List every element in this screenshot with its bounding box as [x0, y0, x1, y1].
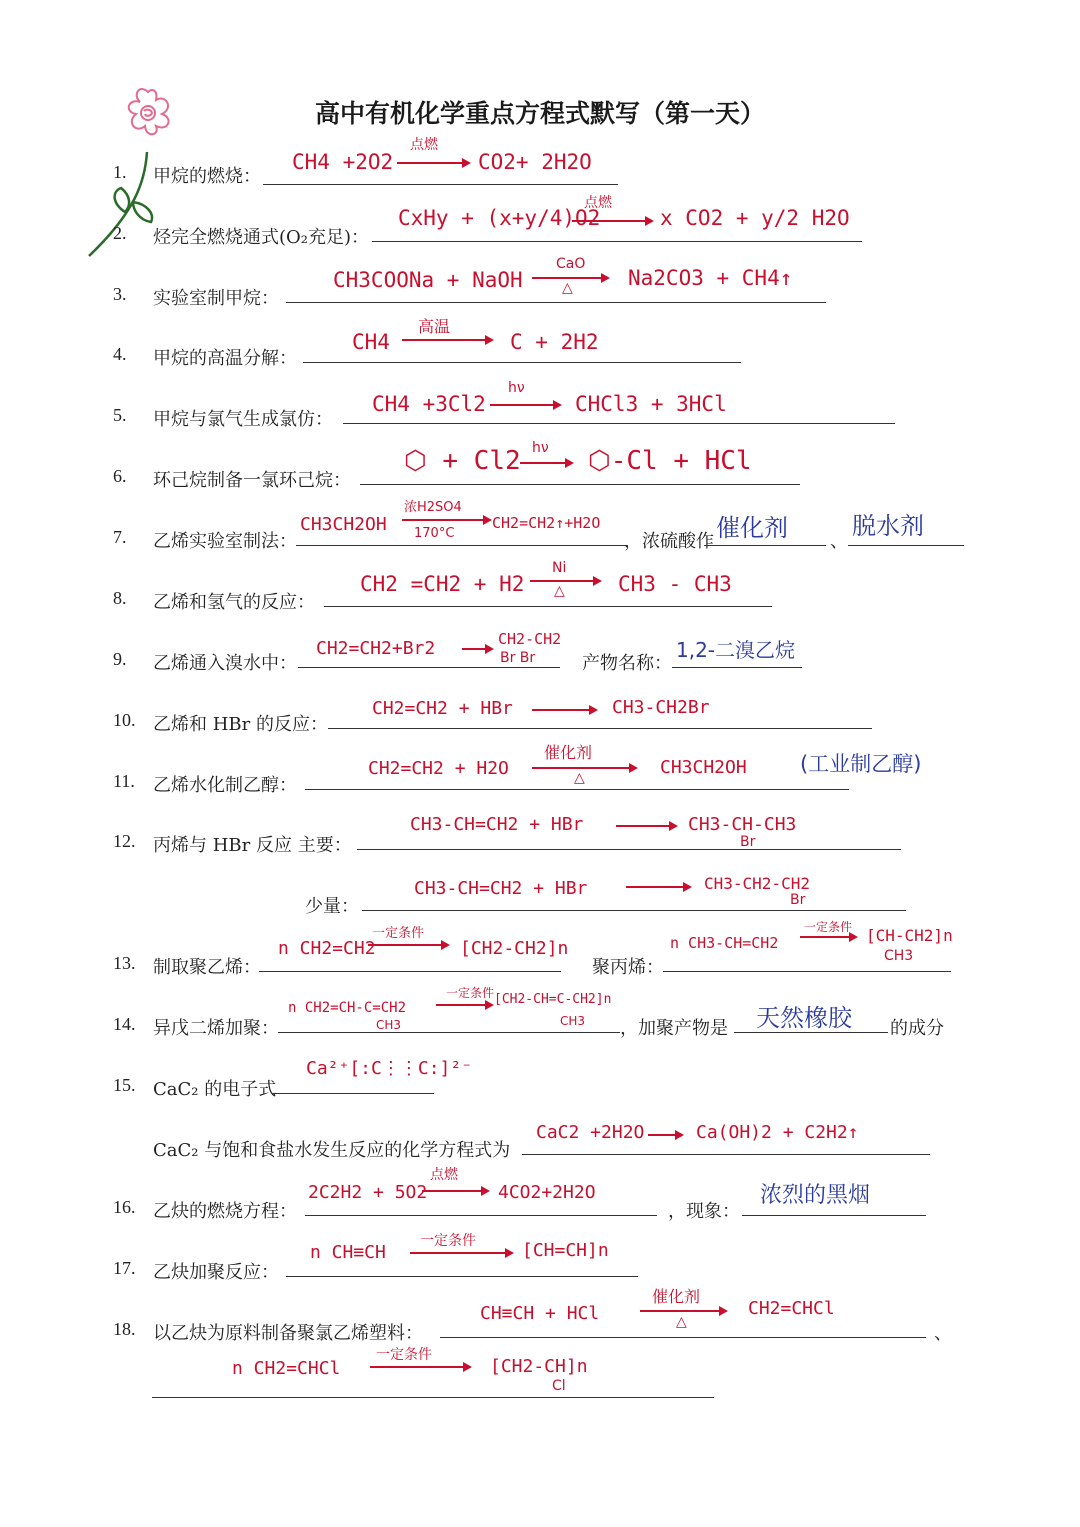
answer-line — [663, 971, 951, 972]
answer-blank: 催化剂 — [716, 514, 788, 542]
answer-line — [848, 545, 964, 546]
question-prompt: 乙炔加聚反应： — [153, 1262, 279, 1283]
answer-blank: 天然橡胶 — [756, 1004, 852, 1032]
answer-line — [362, 910, 906, 911]
answer-line — [672, 667, 802, 668]
reaction-arrow-icon — [422, 1190, 488, 1192]
reaction-condition: 一定条件 — [372, 926, 425, 941]
answer-product: Na2CO3 + CH4↑ — [628, 266, 793, 290]
reaction-arrow-icon — [402, 519, 490, 521]
answer-line — [278, 1032, 620, 1033]
answer-product: ⬡-Cl + HCl — [588, 446, 752, 476]
reaction-condition: Ni — [552, 560, 567, 576]
question-prompt: 乙烯和氢气的反应： — [153, 592, 315, 613]
answer-product: Ca(OH)2 + C2H2↑ — [696, 1122, 859, 1143]
answer-text: CH2 =CH2 + H2 — [360, 572, 525, 596]
question-midtext: ，现象： — [668, 1201, 740, 1222]
question-number: 13. — [113, 953, 136, 973]
answer-blank: 脱水剂 — [852, 512, 924, 540]
answer-text: Ca²⁺[:C⋮⋮C:]²⁻ — [306, 1058, 473, 1079]
reaction-arrow-icon — [800, 936, 856, 938]
question-prompt: 烃完全燃烧通式(O₂充足)： — [153, 227, 370, 248]
answer-product: CH3-CH-CH3 — [688, 814, 797, 835]
answer-line — [343, 423, 895, 424]
question-number: 4. — [113, 344, 127, 364]
reaction-heat: △ — [574, 770, 585, 786]
reaction-condition: 浓H2SO4 — [404, 500, 462, 515]
reaction-arrow-icon — [532, 767, 636, 769]
answer-substituent: CH3 — [560, 1014, 586, 1028]
question-prompt: CaC₂ 的电子式 — [153, 1079, 277, 1100]
reaction-condition: hν — [532, 440, 549, 456]
answer-product: CH3CH2OH — [660, 757, 747, 778]
reaction-condition: 高温 — [418, 317, 451, 336]
answer-text: CH3COONa + NaOH — [333, 268, 523, 292]
answer-line — [357, 849, 901, 850]
answer-product: CH3-CH2-CH2 — [704, 874, 810, 893]
answer-product: CH2=CHCl — [748, 1298, 835, 1319]
reaction-arrow-icon — [532, 277, 608, 279]
answer-product: CH2=CH2↑+H2O — [492, 514, 601, 532]
answer-text: ⬡ + Cl2 — [404, 446, 521, 476]
answer-text: n CH2=CH2 — [278, 938, 376, 959]
answer-product: CHCl3 + 3HCl — [575, 392, 727, 416]
reaction-arrow-icon — [397, 162, 469, 164]
page-title: 高中有机化学重点方程式默写（第一天） — [314, 99, 765, 128]
answer-product: CO2+ 2H2O — [478, 150, 592, 174]
reaction-heat: △ — [554, 583, 565, 599]
answer-note: (工业制乙醇) — [800, 752, 922, 776]
answer-blank: 1,2-二溴乙烷 — [676, 638, 796, 662]
answer-line — [298, 667, 560, 668]
question-number: 17. — [113, 1258, 136, 1278]
reaction-arrow-icon — [648, 1134, 682, 1136]
question-number: 14. — [113, 1014, 136, 1034]
answer-text: CH2=CH2 + H2O — [368, 758, 509, 779]
reaction-condition: CaO — [556, 256, 586, 272]
reaction-arrow-icon — [490, 404, 560, 406]
reaction-condition: 一定条件 — [420, 1233, 476, 1249]
answer-text: CH≡CH + HCl — [480, 1303, 600, 1324]
reaction-condition: 一定条件 — [446, 986, 495, 1000]
answer-product: [CH2-CH=C-CH2]n — [494, 992, 612, 1007]
answer-line — [360, 484, 800, 485]
question-number: 15. — [113, 1075, 136, 1095]
answer-line — [440, 1337, 926, 1338]
question-midtext: ，浓硫酸作 — [624, 531, 714, 552]
answer-text: n CH2=CHCl — [232, 1358, 341, 1379]
question-tail: 的成分 — [890, 1018, 944, 1039]
answer-text: n CH≡CH — [310, 1242, 386, 1263]
question-prompt: CaC₂ 与饱和食盐水发生反应的化学方程式为 — [153, 1140, 511, 1161]
question-number: 1. — [113, 162, 127, 182]
answer-product: CH2-CH2 — [498, 630, 562, 648]
reaction-condition: 一定条件 — [376, 1347, 432, 1363]
answer-line — [742, 1215, 926, 1216]
question-number: 2. — [113, 223, 127, 243]
question-number: 10. — [113, 710, 136, 730]
question-prompt: 环己烷制备一氯环己烷： — [153, 470, 351, 491]
reaction-arrow-icon — [532, 709, 596, 711]
answer-substituent: Br Br — [500, 650, 536, 666]
question-prompt: 以乙炔为原料制备聚氯乙烯塑料： — [153, 1323, 423, 1344]
question-number: 6. — [113, 466, 127, 486]
question-number: 12. — [113, 831, 136, 851]
answer-line — [305, 1215, 657, 1216]
question-midtext: 聚丙烯： — [592, 957, 664, 978]
reaction-arrow-icon — [640, 1310, 726, 1312]
answer-text: CH2=CH2 + HBr — [372, 698, 513, 719]
question-prompt: 乙炔的燃烧方程： — [153, 1201, 297, 1222]
reaction-arrow-icon — [530, 580, 600, 582]
answer-text: CH3-CH=CH2 + HBr — [414, 878, 588, 899]
answer-line — [259, 971, 561, 972]
answer-product: [CH2-CH]n — [490, 1356, 588, 1377]
answer-blank: 浓烈的黑烟 — [760, 1183, 871, 1208]
question-number: 11. — [113, 771, 135, 791]
question-prompt: 甲烷的高温分解： — [153, 348, 297, 369]
answer-substituent: CH3 — [884, 948, 914, 964]
reaction-condition: 点燃 — [410, 137, 438, 153]
answer-line — [372, 241, 862, 242]
reaction-arrow-icon — [410, 1252, 512, 1254]
reaction-condition: 催化剂 — [544, 743, 593, 762]
answer-text: CH4 +2O2 — [292, 150, 394, 174]
question-prompt: 乙烯水化制乙醇： — [153, 775, 297, 796]
reaction-condition: 点燃 — [430, 1167, 458, 1183]
question-prompt: 甲烷的燃烧： — [153, 166, 261, 187]
answer-line — [272, 1093, 434, 1094]
question-prompt: 乙烯通入溴水中： — [153, 653, 297, 674]
answer-product: CH3 - CH3 — [618, 572, 732, 596]
answer-text: CxHy + (x+y/4)O2 — [398, 206, 601, 230]
question-prompt: 制取聚乙烯： — [153, 957, 261, 978]
question-tail: 、 — [934, 1323, 952, 1344]
question-prompt: 异戊二烯加聚： — [153, 1018, 279, 1039]
answer-product: [CH-CH2]n — [866, 926, 953, 945]
reaction-heat: △ — [562, 280, 573, 296]
reaction-arrow-icon — [572, 220, 652, 222]
reaction-arrow-icon — [520, 462, 572, 464]
separator: 、 — [830, 531, 848, 552]
reaction-condition: 催化剂 — [652, 1287, 701, 1306]
question-prompt: 丙烯与 HBr 反应 主要： — [153, 835, 352, 856]
answer-text: 2C2H2 + 5O2 — [308, 1182, 428, 1203]
question-number: 18. — [113, 1319, 136, 1339]
answer-product: C + 2H2 — [510, 330, 599, 354]
answer-line — [328, 728, 872, 729]
question-midtext: ，加聚产物是 — [620, 1018, 728, 1039]
answer-substituent: Br — [740, 834, 756, 850]
answer-line — [296, 545, 626, 546]
question-prompt: 乙烯实验室制法： — [153, 531, 297, 552]
question-number: 5. — [113, 405, 127, 425]
answer-product: CH3-CH2Br — [612, 697, 710, 718]
answer-line — [286, 1276, 638, 1277]
question-number: 8. — [113, 588, 127, 608]
answer-line — [286, 302, 826, 303]
reaction-temperature: 170°C — [414, 526, 455, 541]
answer-product: [CH2-CH2]n — [460, 938, 569, 959]
answer-product: [CH=CH]n — [522, 1240, 609, 1261]
question-number: 16. — [113, 1197, 136, 1217]
reaction-arrow-icon — [402, 339, 492, 341]
answer-line — [704, 545, 826, 546]
answer-substituent: CH3 — [376, 1018, 402, 1032]
answer-product: x CO2 + y/2 H2O — [660, 206, 850, 230]
answer-line — [305, 789, 849, 790]
answer-line — [522, 1154, 930, 1155]
reaction-condition: hν — [508, 380, 525, 396]
reaction-arrow-icon — [370, 1366, 470, 1368]
question-prompt: 少量： — [305, 896, 359, 917]
answer-line — [152, 1397, 714, 1398]
reaction-arrow-icon — [368, 944, 448, 946]
answer-text: n CH2=CH-C=CH2 — [288, 1000, 407, 1016]
answer-text: CH3CH2OH — [300, 514, 387, 535]
reaction-heat: △ — [676, 1314, 687, 1330]
question-prompt: 实验室制甲烷： — [153, 288, 279, 309]
reaction-arrow-icon — [626, 886, 690, 888]
answer-line — [324, 606, 772, 607]
answer-blank: n CH3-CH=CH2 — [670, 934, 779, 952]
answer-line — [303, 362, 741, 363]
reaction-arrow-icon — [616, 825, 676, 827]
answer-text: CH4 +3Cl2 — [372, 392, 486, 416]
answer-text: CaC2 +2H2O — [536, 1122, 645, 1143]
reaction-arrow-icon — [462, 648, 492, 650]
question-prompt: 乙烯和 HBr 的反应： — [153, 714, 328, 735]
answer-text: CH3-CH=CH2 + HBr — [410, 814, 584, 835]
answer-substituent: Br — [790, 892, 806, 908]
reaction-condition: 点燃 — [584, 195, 612, 211]
answer-line — [263, 184, 618, 185]
reaction-arrow-icon — [436, 1004, 492, 1006]
answer-text: CH4 — [352, 330, 390, 354]
question-number: 3. — [113, 284, 127, 304]
reaction-condition: 一定条件 — [804, 920, 853, 934]
question-prompt: 甲烷与氯气生成氯仿： — [153, 409, 333, 430]
answer-text: CH2=CH2+Br2 — [316, 638, 436, 659]
question-number: 7. — [113, 527, 127, 547]
answer-product: 4CO2+2H2O — [498, 1182, 596, 1203]
answer-substituent: Cl — [552, 1378, 566, 1394]
question-number: 9. — [113, 649, 127, 669]
question-midtext: 产物名称： — [582, 653, 672, 674]
